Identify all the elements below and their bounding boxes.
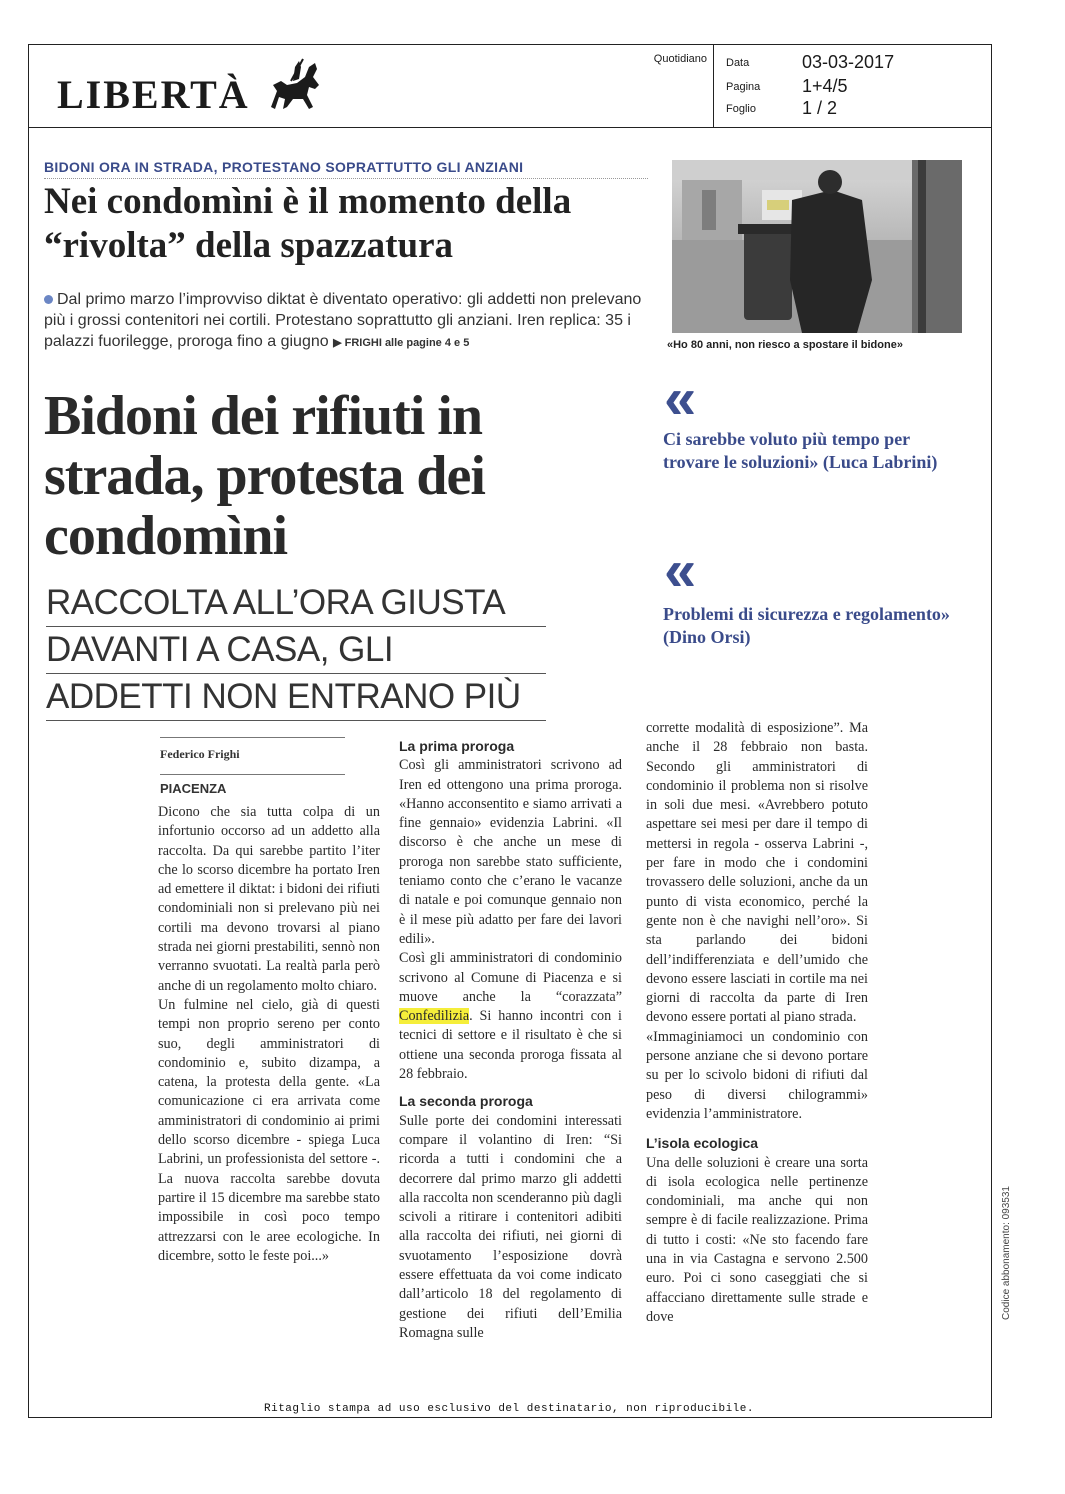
foglio-value: 1 / 2 (802, 98, 838, 118)
page-reference: ▶ FRIGHI alle pagine 4 e 5 (333, 337, 470, 349)
pagina-row (726, 76, 848, 96)
pagina-label: Pagina (726, 81, 761, 93)
data-row (726, 52, 895, 72)
pull-quote: Problemi di sicurezza e regolamento» (Dino Orsi) (663, 604, 950, 647)
front-headline: Nei condomìni è il momento della “rivolta” della spazzatura (44, 181, 572, 266)
subhead: L’isola ecologica (646, 1135, 759, 1152)
article-column-2 (399, 737, 622, 1343)
paragraph: corrette modalità di esposizione”. Ma anche il 28 febbraio non basta. Secondo gli amministratori di condominio il problema non si risolve in soli due mesi. «Avrebbero potuto aspettare sei mesi per dare il tempo di mettersi in regola - osserva Labrini -, per fare in modo che i condomini trovassero delle soluzioni, anche da un punto di vista economico, perché la gente non è che navighi nell’oro». Si sta parlando dei bidoni dell’indifferenziata e dell’umido che devono essere lasciati in cortile ma nei giorni di raccolta da parte di Iren devono essere portati al piano strada. (646, 720, 868, 1026)
paragraph: Un fulmine nel cielo, già di questi tempi non proprio sereno per conto suo, degli amministratori di condominio e, subito dizampa, a catena, la protesta della gente. «La comunicazione ci era arrivata come amministratori di condominio ai primi dello scorso dicembre - spiega Luca Labrini, un professionista del settore -. La nuova raccolta sarebbe dovuta partire il 15 dicembre ma sarebbe stato impossibile in così poco tempo attrezzarsi con le aree ecologiche. In dicembre, sotto le feste poi...» (158, 996, 380, 1264)
paragraph-text: Così gli amministratori di condominio scrivono al Comune di Piacenza e si muove anche la “corazzata” (399, 950, 622, 1005)
paragraph: «Immaginiamoci un condominio con persone anziane che si devono portare su per lo scivolo bidoni di rifiuti dal peso di diversi chilogrammi» evidenzia l’amministratore. (646, 1028, 868, 1122)
deck-line: RACCOLTA ALL’ORA GIUSTA (46, 580, 546, 627)
horse-rider-icon (263, 57, 325, 115)
frequency-label: Quotidiano (653, 53, 707, 65)
photo-caption: «Ho 80 anni, non riesco a spostare il bidone» (667, 339, 903, 351)
meta-cell (714, 45, 991, 127)
paragraph-text: . Si hanno incontri con i tecnici di settore e il risultato è che si ottiene una seconda proroga fissata al 28 febbraio. (399, 1008, 622, 1083)
subhead: La seconda proroga (399, 1093, 533, 1110)
byline-rule (160, 737, 345, 738)
photo (672, 160, 962, 333)
article-headline: Bidoni dei rifiuti in strada, protesta dei condomìni (44, 385, 485, 567)
paragraph: Dicono che sia tutta colpa di un infortunio occorso ad un addetto alla raccolta. Da qui sarebbe partito l’iter che lo scorso dicembre ha portato Iren ad emettere il diktat: i bidoni dei rifiuti condominiali non si prelevano più nei cortili ma devono trovarsi al piano strada nei giorni prestabiliti, sennò non verranno svuotati. La realtà parla però anche di un regolamento molto chiaro. (158, 804, 380, 994)
deck-line: ADDETTI NON ENTRANO PIÙ (46, 674, 546, 721)
article-column-1 (158, 803, 380, 1266)
newspaper-logo: LIBERTÀ (57, 72, 250, 117)
reproduction-notice: Ritaglio stampa ad uso esclusivo del destinatario, non riproducibile. (264, 1403, 754, 1415)
bullet-icon (44, 295, 53, 304)
logo-cell (29, 45, 714, 127)
paragraph (399, 949, 622, 1084)
paragraph: Così gli amministratori scrivono ad Iren ed ottengono una prima proroga. «Hanno acconsentito e siamo arrivati a fine gennaio» evidenzia Labrini. «Il discorso è che anche un mese di proroga non sarebbe stato sufficiente, teniamo conto che c’erano le vacanze di natale e poi comunque gennaio non è il mese più adatto per fare dei lavori edili». (399, 757, 622, 947)
data-label: Data (726, 57, 750, 69)
pagina-value: 1+4/5 (802, 76, 848, 96)
masthead (28, 44, 992, 128)
byline: Federico Frighi (160, 747, 240, 761)
highlighted-name: Confedilizia (399, 1008, 470, 1025)
paragraph: Sulle porte dei condomini interessati compare il volantino di Iren: “Si ricorda a tutti i condomini che a decorrere dal primo marzo gli addetti alla raccolta non scenderanno più dagli scivoli a ritirare i contenitori adibiti alla raccolta dei rifiuti, nei giorni di svuotamento l’esposizione dovrà essere effettuata da voi come indicato dall’articolo 18 del regolamento di gestione dei rifiuti dell’Emilia Romagna sulle (399, 1112, 622, 1341)
kicker-rule (44, 178, 648, 179)
foglio-row (726, 98, 838, 118)
quote-mark-icon: « (664, 538, 685, 603)
quote-mark-icon: « (664, 366, 685, 431)
article-column-3 (646, 719, 868, 1327)
article-deck (46, 580, 546, 721)
data-value: 03-03-2017 (802, 52, 895, 72)
street-photo-image (672, 160, 962, 333)
byline-rule (160, 774, 345, 775)
kicker: BIDONI ORA IN STRADA, PROTESTANO SOPRATTUTTO GLI ANZIANI (44, 159, 524, 175)
paragraph: Una delle soluzioni è creare una sorta di isola ecologica nelle pertinenze condominiali, ma anche qui non sempre è di facile realizzazione. Prima di tutto i costi: «Ne sto facendo fare una in via Castagna e servono 2.500 euro. Poi ci sono caseggiati che si affacciano direttamente sulle strade e dove (646, 1154, 868, 1325)
pull-quote: Ci sarebbe voluto più tempo per trovare le soluzioni» (Luca Labrini) (663, 429, 938, 472)
dateline-place: PIACENZA (160, 781, 227, 796)
subscription-code: Codice abbonamento: 093531 (1001, 1186, 1012, 1320)
foglio-label: Foglio (726, 103, 756, 115)
lead-text: Dal primo marzo l’improvviso diktat è diventato operativo: gli addetti non prelevano più i grossi contenitori nei cortili. Protestano soprattutto gli anziani. Iren replica: 35 i palazzi fuorilegge, proroga fino a giugno (44, 291, 642, 350)
subhead: La prima proroga (399, 738, 515, 754)
front-lead (44, 289, 658, 354)
deck-line: DAVANTI A CASA, GLI (46, 627, 546, 674)
